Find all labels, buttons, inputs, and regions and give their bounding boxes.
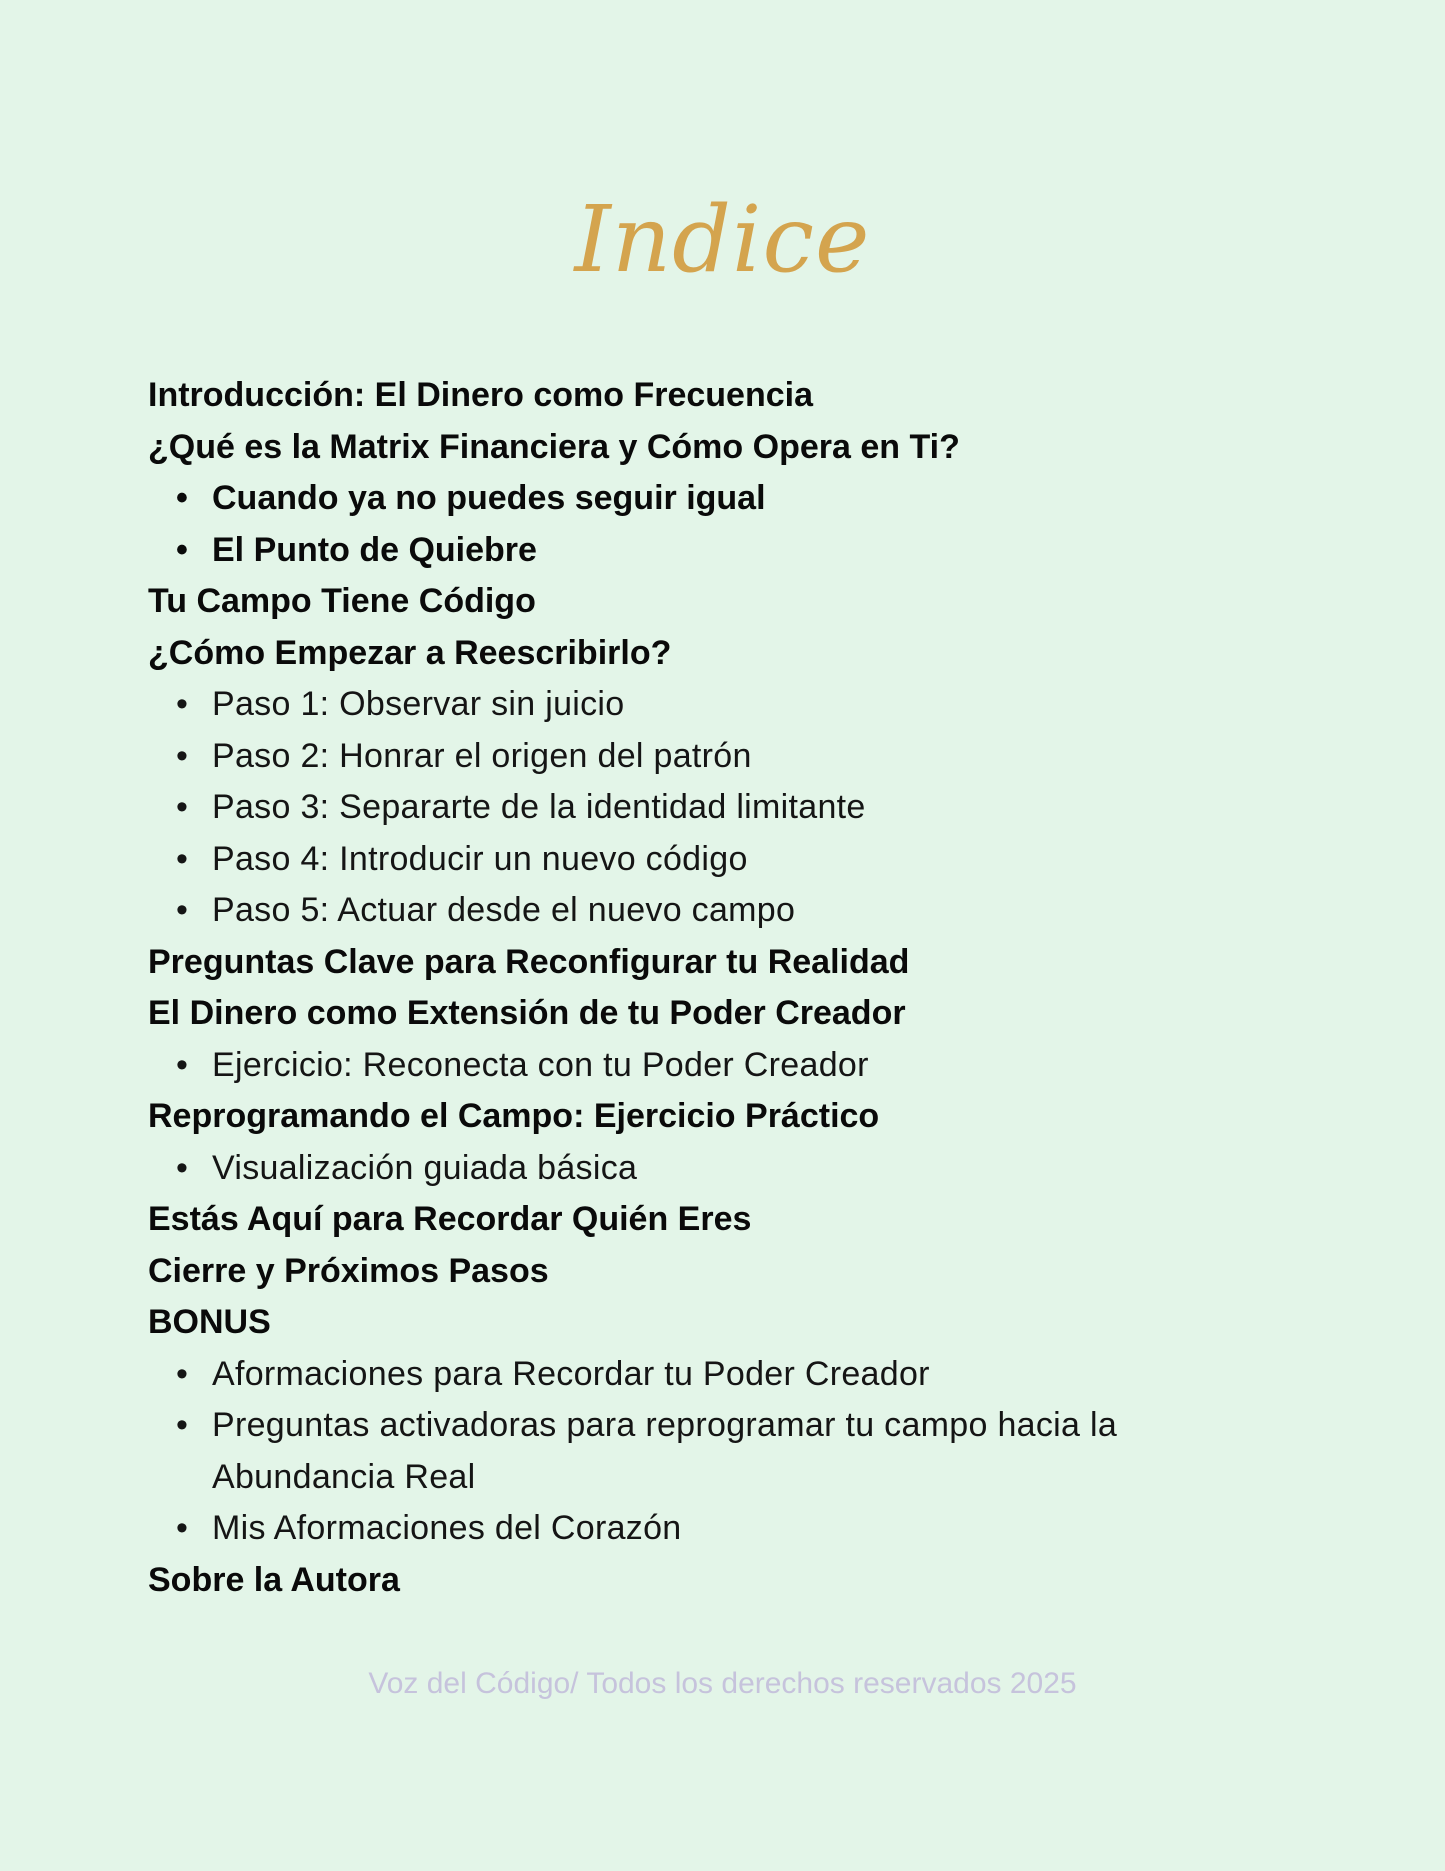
toc-subitem-label: El Punto de Quiebre: [212, 530, 537, 569]
toc-subitem-label: Preguntas activadoras para reprogramar tu campo hacia la Abundancia Real: [212, 1406, 1118, 1496]
page-title: Indice: [574, 186, 871, 293]
toc-subitem-paso-4[interactable]: [148, 834, 1298, 886]
bullet-icon: •: [176, 891, 189, 929]
toc-subitem-paso-5[interactable]: [148, 885, 1298, 937]
toc-subitem-paso-3[interactable]: [148, 782, 1298, 834]
toc-subitem-label: Visualización guiada básica: [212, 1148, 638, 1187]
toc-subitem-punto-de-quiebre[interactable]: [148, 525, 1298, 577]
toc-subitem-visualizacion[interactable]: [148, 1143, 1298, 1195]
bullet-icon: •: [176, 1148, 189, 1187]
toc-section-dinero-extension[interactable]: El Dinero como Extensión de tu Poder Creador: [148, 994, 906, 1032]
bullet-icon: •: [176, 530, 188, 569]
bullet-icon: •: [176, 788, 189, 826]
bullet-icon: •: [176, 1406, 189, 1444]
toc-subitem-paso-1[interactable]: [148, 679, 1298, 731]
toc-subitem-label: Paso 2: Honrar el origen del patrón: [212, 736, 752, 775]
bullet-icon: •: [176, 1354, 189, 1393]
toc-subitem-label: Paso 4: Introducir un nuevo código: [212, 839, 748, 878]
toc-subitem-label: Mis Aformaciones del Corazón: [212, 1509, 682, 1547]
toc-subitem-paso-2[interactable]: [148, 731, 1298, 783]
footer-copyright: Voz del Código/ Todos los derechos reservados 2025: [368, 1667, 1077, 1700]
toc-subitem-no-puedes-seguir[interactable]: [148, 473, 1298, 525]
toc-section-introduccion[interactable]: Introducción: El Dinero como Frecuencia: [148, 376, 813, 414]
toc-section-sobre-la-autora[interactable]: Sobre la Autora: [148, 1560, 400, 1599]
toc-section-cierre[interactable]: Cierre y Próximos Pasos: [148, 1251, 549, 1290]
toc-section-campo-tiene-codigo[interactable]: Tu Campo Tiene Código: [148, 582, 536, 620]
toc-section-como-empezar[interactable]: ¿Cómo Empezar a Reescribirlo?: [148, 633, 672, 672]
toc-section-bonus[interactable]: BONUS: [148, 1303, 271, 1341]
toc-subitem-aformaciones[interactable]: [148, 1349, 1298, 1401]
table-of-contents: [148, 370, 1298, 1606]
toc-subitem-mis-aformaciones[interactable]: [148, 1503, 1298, 1555]
toc-subitem-preguntas-activadoras[interactable]: [148, 1400, 1298, 1503]
bullet-icon: •: [176, 685, 189, 723]
bullet-icon: •: [176, 1045, 189, 1084]
toc-subitem-label: Paso 5: Actuar desde el nuevo campo: [212, 891, 796, 929]
toc-subitem-label: Paso 3: Separarte de la identidad limitante: [212, 788, 866, 826]
bullet-icon: •: [176, 479, 188, 517]
toc-section-estas-aqui[interactable]: Estás Aquí para Recordar Quién Eres: [148, 1200, 752, 1238]
bullet-icon: •: [176, 1509, 189, 1547]
toc-section-reprogramando[interactable]: Reprogramando el Campo: Ejercicio Práctico: [148, 1097, 880, 1135]
toc-subitem-label: Ejercicio: Reconecta con tu Poder Creador: [212, 1045, 869, 1084]
bullet-icon: •: [176, 736, 189, 775]
toc-section-preguntas-clave[interactable]: Preguntas Clave para Reconfigurar tu Realidad: [148, 942, 910, 981]
toc-subitem-label: Aformaciones para Recordar tu Poder Creador: [212, 1354, 930, 1393]
toc-subitem-label: Cuando ya no puedes seguir igual: [212, 479, 766, 517]
toc-subitem-label: Paso 1: Observar sin juicio: [212, 685, 625, 723]
toc-subitem-ejercicio-reconecta[interactable]: [148, 1040, 1298, 1092]
bullet-icon: •: [176, 839, 189, 878]
toc-section-matrix-financiera[interactable]: ¿Qué es la Matrix Financiera y Cómo Opera en Ti?: [148, 427, 960, 466]
